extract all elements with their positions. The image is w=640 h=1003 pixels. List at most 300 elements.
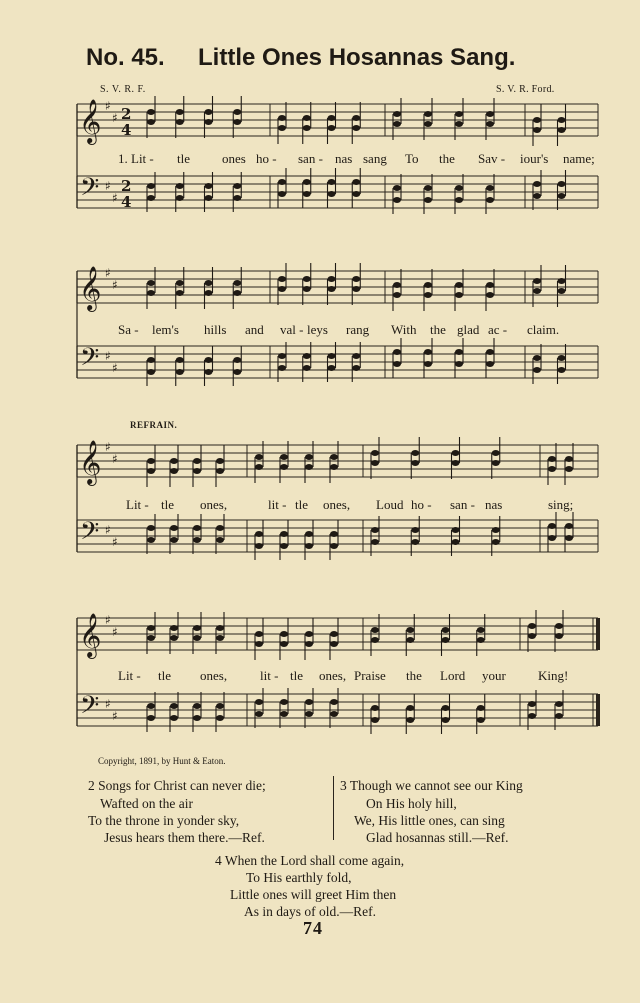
lyric-syllable: ones, bbox=[319, 668, 347, 683]
note-head bbox=[205, 119, 213, 125]
note-head bbox=[548, 535, 556, 541]
verse-2-line: Jesus hears them there.—Ref. bbox=[104, 830, 265, 845]
sharp-icon: ♯ bbox=[112, 278, 118, 292]
sharp-icon: ♯ bbox=[112, 452, 118, 466]
verse-4-line: Little ones will greet Him then bbox=[230, 887, 397, 902]
lyric-syllable: sang bbox=[363, 151, 387, 166]
lyric-syllable: tle bbox=[295, 497, 308, 512]
note-head bbox=[393, 185, 401, 191]
hymn-number: No. 45. bbox=[86, 44, 165, 71]
note-head bbox=[548, 523, 556, 529]
note-head bbox=[477, 637, 485, 643]
note-head bbox=[303, 191, 311, 197]
note-head bbox=[455, 185, 463, 191]
note-head bbox=[193, 468, 201, 474]
note-head bbox=[147, 525, 155, 531]
music-credit: S. V. R. Ford. bbox=[496, 84, 555, 95]
note-head bbox=[193, 625, 201, 631]
note-head bbox=[555, 623, 563, 629]
note-head bbox=[205, 183, 213, 189]
note-head bbox=[565, 466, 573, 472]
note-head bbox=[280, 641, 288, 647]
note-head bbox=[147, 195, 155, 201]
note-head bbox=[216, 715, 224, 721]
note-head bbox=[411, 539, 419, 545]
note-head bbox=[147, 537, 155, 543]
note-head bbox=[193, 537, 201, 543]
note-head bbox=[533, 355, 541, 361]
note-head bbox=[170, 715, 178, 721]
note-head bbox=[328, 276, 336, 282]
note-head bbox=[216, 458, 224, 464]
note-head bbox=[216, 635, 224, 641]
note-head bbox=[147, 183, 155, 189]
note-head bbox=[303, 276, 311, 282]
note-head bbox=[330, 641, 338, 647]
lyric-syllable: iour's bbox=[520, 151, 549, 166]
verse-3-line: On His holy hill, bbox=[366, 796, 457, 811]
lyric-syllable: lit - bbox=[268, 497, 287, 512]
note-head bbox=[305, 464, 313, 470]
note-head bbox=[371, 450, 379, 456]
note-head bbox=[176, 195, 184, 201]
lyric-syllable: 1. Lit - bbox=[118, 151, 154, 166]
verse-divider bbox=[333, 776, 334, 840]
note-head bbox=[455, 282, 463, 288]
sharp-icon: ♯ bbox=[112, 361, 118, 375]
note-head bbox=[278, 179, 286, 185]
lyric-syllable: ac - bbox=[488, 322, 508, 337]
note-head bbox=[424, 349, 432, 355]
verse-3-line: Glad hosannas still.—Ref. bbox=[366, 830, 509, 845]
note-head bbox=[528, 633, 536, 639]
note-head bbox=[371, 539, 379, 545]
lyric-syllable: tle bbox=[290, 668, 303, 683]
lyric-syllable: ho - bbox=[411, 497, 432, 512]
note-head bbox=[255, 454, 263, 460]
note-head bbox=[147, 703, 155, 709]
lyric-syllable: With bbox=[391, 322, 417, 337]
note-head bbox=[147, 635, 155, 641]
note-head bbox=[328, 365, 336, 371]
lyric-syllable: ones, bbox=[200, 668, 228, 683]
note-head bbox=[352, 125, 360, 131]
note-head bbox=[193, 458, 201, 464]
note-head bbox=[170, 458, 178, 464]
note-head bbox=[455, 292, 463, 298]
note-head bbox=[193, 635, 201, 641]
lyric-syllable: val - bbox=[280, 322, 304, 337]
note-head bbox=[558, 181, 566, 187]
note-head bbox=[533, 181, 541, 187]
note-head bbox=[371, 460, 379, 466]
note-head bbox=[303, 179, 311, 185]
lyric-syllable: leys bbox=[307, 322, 328, 337]
note-head bbox=[255, 699, 263, 705]
lyric-syllable: san - bbox=[298, 151, 323, 166]
lyric-syllable: san - bbox=[450, 497, 475, 512]
lyric-syllable: the bbox=[439, 151, 455, 166]
note-head bbox=[233, 280, 241, 286]
note-head bbox=[528, 713, 536, 719]
note-head bbox=[176, 280, 184, 286]
note-head bbox=[305, 543, 313, 549]
sharp-icon: ♯ bbox=[105, 266, 111, 280]
lyric-syllable: Lit - bbox=[126, 497, 149, 512]
note-head bbox=[393, 361, 401, 367]
note-head bbox=[176, 183, 184, 189]
lyric-syllable: lem's bbox=[152, 322, 179, 337]
note-head bbox=[424, 282, 432, 288]
note-head bbox=[533, 367, 541, 373]
note-head bbox=[147, 625, 155, 631]
note-head bbox=[411, 527, 419, 533]
note-head bbox=[330, 631, 338, 637]
note-head bbox=[278, 276, 286, 282]
note-head bbox=[147, 119, 155, 125]
note-head bbox=[233, 369, 241, 375]
note-head bbox=[216, 468, 224, 474]
bass-clef-icon: 𝄢 bbox=[80, 343, 100, 378]
note-head bbox=[371, 637, 379, 643]
note-head bbox=[216, 625, 224, 631]
note-head bbox=[330, 711, 338, 717]
note-head bbox=[278, 191, 286, 197]
note-head bbox=[352, 286, 360, 292]
lyric-syllable: sing; bbox=[548, 497, 574, 512]
note-head bbox=[393, 292, 401, 298]
note-head bbox=[233, 109, 241, 115]
lyric-syllable: Sav - bbox=[478, 151, 506, 166]
note-head bbox=[486, 349, 494, 355]
lyric-syllable: the bbox=[406, 668, 422, 683]
note-head bbox=[565, 523, 573, 529]
sharp-icon: ♯ bbox=[105, 349, 111, 363]
note-head bbox=[147, 715, 155, 721]
note-head bbox=[406, 637, 414, 643]
lyric-syllable: ones, bbox=[200, 497, 228, 512]
note-head bbox=[280, 699, 288, 705]
lyric-syllable: Loud bbox=[376, 497, 404, 512]
note-head bbox=[233, 183, 241, 189]
note-head bbox=[371, 627, 379, 633]
lyric-syllable: ones bbox=[222, 151, 246, 166]
note-head bbox=[305, 699, 313, 705]
note-head bbox=[303, 125, 311, 131]
note-head bbox=[477, 717, 485, 723]
sharp-icon: ♯ bbox=[112, 191, 118, 205]
note-head bbox=[555, 701, 563, 707]
note-head bbox=[492, 460, 500, 466]
note-head bbox=[280, 631, 288, 637]
note-head bbox=[170, 525, 178, 531]
note-head bbox=[406, 627, 414, 633]
note-head bbox=[371, 705, 379, 711]
note-head bbox=[205, 357, 213, 363]
sharp-icon: ♯ bbox=[105, 99, 111, 113]
note-head bbox=[328, 353, 336, 359]
note-head bbox=[406, 705, 414, 711]
note-head bbox=[548, 466, 556, 472]
note-head bbox=[533, 278, 541, 284]
note-head bbox=[233, 195, 241, 201]
note-head bbox=[176, 369, 184, 375]
time-signature-bottom: 4 bbox=[121, 121, 132, 139]
note-head bbox=[455, 111, 463, 117]
note-head bbox=[548, 456, 556, 462]
lyric-syllable: claim. bbox=[527, 322, 560, 337]
sharp-icon: ♯ bbox=[105, 440, 111, 454]
note-head bbox=[330, 454, 338, 460]
verse-4-line: 4 When the Lord shall come again, bbox=[215, 853, 405, 868]
lyric-syllable: your bbox=[482, 668, 506, 683]
note-head bbox=[280, 464, 288, 470]
note-head bbox=[492, 527, 500, 533]
time-signature-top: 2 bbox=[121, 177, 132, 195]
note-head bbox=[442, 627, 450, 633]
page-number: 74 bbox=[303, 918, 323, 938]
lyric-syllable: nas bbox=[485, 497, 503, 512]
note-head bbox=[558, 355, 566, 361]
bass-clef-icon: 𝄢 bbox=[80, 691, 100, 726]
note-head bbox=[533, 193, 541, 199]
sharp-icon: ♯ bbox=[112, 625, 118, 639]
verse-4-line: As in days of old.—Ref. bbox=[244, 904, 376, 919]
sharp-icon: ♯ bbox=[105, 523, 111, 537]
lyric-syllable: Sa - bbox=[118, 322, 139, 337]
note-head bbox=[424, 111, 432, 117]
words-credit: S. V. R. F. bbox=[100, 84, 146, 95]
note-head bbox=[330, 531, 338, 537]
note-head bbox=[558, 117, 566, 123]
note-head bbox=[424, 292, 432, 298]
note-head bbox=[452, 539, 460, 545]
note-head bbox=[486, 282, 494, 288]
note-head bbox=[393, 121, 401, 127]
note-head bbox=[565, 456, 573, 462]
note-head bbox=[455, 361, 463, 367]
note-head bbox=[278, 115, 286, 121]
note-head bbox=[303, 353, 311, 359]
note-head bbox=[305, 531, 313, 537]
treble-clef-icon: 𝄞 bbox=[79, 266, 102, 310]
sharp-icon: ♯ bbox=[105, 179, 111, 193]
note-head bbox=[565, 535, 573, 541]
note-head bbox=[393, 349, 401, 355]
lyric-syllable: rang bbox=[346, 322, 370, 337]
note-head bbox=[393, 282, 401, 288]
note-head bbox=[176, 119, 184, 125]
note-head bbox=[371, 717, 379, 723]
sharp-icon: ♯ bbox=[112, 709, 118, 723]
note-head bbox=[406, 717, 414, 723]
note-head bbox=[170, 625, 178, 631]
note-head bbox=[486, 185, 494, 191]
note-head bbox=[452, 450, 460, 456]
note-head bbox=[233, 357, 241, 363]
note-head bbox=[455, 197, 463, 203]
note-head bbox=[255, 464, 263, 470]
lyric-syllable: the bbox=[430, 322, 446, 337]
note-head bbox=[216, 703, 224, 709]
verse-2-line: 2 Songs for Christ can never die; bbox=[88, 778, 266, 793]
note-head bbox=[328, 286, 336, 292]
note-head bbox=[328, 115, 336, 121]
note-head bbox=[424, 197, 432, 203]
note-head bbox=[558, 288, 566, 294]
note-head bbox=[555, 713, 563, 719]
note-head bbox=[533, 288, 541, 294]
sharp-icon: ♯ bbox=[105, 697, 111, 711]
lyric-syllable: To bbox=[405, 151, 419, 166]
note-head bbox=[352, 365, 360, 371]
note-head bbox=[280, 531, 288, 537]
note-head bbox=[442, 637, 450, 643]
note-head bbox=[216, 525, 224, 531]
lyric-syllable: nas bbox=[335, 151, 353, 166]
note-head bbox=[280, 711, 288, 717]
note-head bbox=[330, 464, 338, 470]
note-head bbox=[558, 127, 566, 133]
note-head bbox=[477, 705, 485, 711]
verse-3-line: We, His little ones, can sing bbox=[354, 813, 505, 828]
verse-2-line: To the throne in yonder sky, bbox=[88, 813, 240, 828]
treble-clef-icon: 𝄞 bbox=[79, 99, 102, 143]
lyric-syllable: ho - bbox=[256, 151, 277, 166]
note-head bbox=[452, 460, 460, 466]
note-head bbox=[278, 125, 286, 131]
note-head bbox=[303, 115, 311, 121]
lyric-syllable: tle bbox=[161, 497, 174, 512]
lyric-syllable: ones, bbox=[323, 497, 351, 512]
note-head bbox=[486, 197, 494, 203]
note-head bbox=[205, 109, 213, 115]
note-head bbox=[533, 127, 541, 133]
note-head bbox=[452, 527, 460, 533]
note-head bbox=[424, 121, 432, 127]
note-head bbox=[328, 125, 336, 131]
note-head bbox=[205, 195, 213, 201]
lyric-syllable: Praise bbox=[354, 668, 386, 683]
lyric-syllable: glad bbox=[457, 322, 480, 337]
note-head bbox=[486, 121, 494, 127]
note-head bbox=[424, 361, 432, 367]
note-head bbox=[176, 290, 184, 296]
note-head bbox=[255, 531, 263, 537]
note-head bbox=[455, 349, 463, 355]
note-head bbox=[305, 454, 313, 460]
note-head bbox=[170, 703, 178, 709]
note-head bbox=[393, 111, 401, 117]
note-head bbox=[305, 631, 313, 637]
note-head bbox=[305, 711, 313, 717]
note-head bbox=[352, 115, 360, 121]
note-head bbox=[255, 711, 263, 717]
note-head bbox=[555, 633, 563, 639]
note-head bbox=[147, 369, 155, 375]
treble-clef-icon: 𝄞 bbox=[79, 440, 102, 484]
note-head bbox=[303, 365, 311, 371]
note-head bbox=[352, 276, 360, 282]
time-signature-bottom: 4 bbox=[121, 193, 132, 211]
note-head bbox=[193, 525, 201, 531]
note-head bbox=[533, 117, 541, 123]
note-head bbox=[486, 361, 494, 367]
lyric-syllable: lit - bbox=[260, 668, 279, 683]
lyric-syllable: hills bbox=[204, 322, 227, 337]
note-head bbox=[255, 641, 263, 647]
note-head bbox=[442, 717, 450, 723]
note-head bbox=[330, 543, 338, 549]
note-head bbox=[371, 527, 379, 533]
note-head bbox=[330, 699, 338, 705]
note-head bbox=[492, 539, 500, 545]
note-head bbox=[492, 450, 500, 456]
note-head bbox=[486, 111, 494, 117]
lyric-syllable: tle bbox=[158, 668, 171, 683]
lyric-syllable: name; bbox=[563, 151, 595, 166]
note-head bbox=[147, 280, 155, 286]
note-head bbox=[477, 627, 485, 633]
note-head bbox=[147, 458, 155, 464]
note-head bbox=[393, 197, 401, 203]
note-head bbox=[205, 369, 213, 375]
sharp-icon: ♯ bbox=[112, 535, 118, 549]
note-head bbox=[528, 623, 536, 629]
note-head bbox=[558, 367, 566, 373]
note-head bbox=[170, 468, 178, 474]
lyric-syllable: King! bbox=[538, 668, 569, 683]
note-head bbox=[278, 353, 286, 359]
lyric-syllable: Lord bbox=[440, 668, 466, 683]
note-head bbox=[424, 185, 432, 191]
sharp-icon: ♯ bbox=[112, 111, 118, 125]
refrain-label: REFRAIN. bbox=[130, 420, 178, 430]
hymn-title: Little Ones Hosannas Sang. bbox=[198, 44, 516, 71]
note-head bbox=[205, 280, 213, 286]
note-head bbox=[486, 292, 494, 298]
bass-clef-icon: 𝄢 bbox=[80, 517, 100, 552]
note-head bbox=[176, 357, 184, 363]
note-head bbox=[233, 119, 241, 125]
note-head bbox=[193, 703, 201, 709]
note-head bbox=[170, 635, 178, 641]
note-head bbox=[528, 701, 536, 707]
note-head bbox=[176, 109, 184, 115]
note-head bbox=[147, 468, 155, 474]
note-head bbox=[442, 705, 450, 711]
note-head bbox=[205, 290, 213, 296]
lyric-syllable: and bbox=[245, 322, 264, 337]
note-head bbox=[455, 121, 463, 127]
note-head bbox=[278, 365, 286, 371]
treble-clef-icon: 𝄞 bbox=[79, 613, 102, 657]
note-head bbox=[147, 109, 155, 115]
note-head bbox=[147, 290, 155, 296]
note-head bbox=[303, 286, 311, 292]
note-head bbox=[233, 290, 241, 296]
note-head bbox=[147, 357, 155, 363]
verse-3-line: 3 Though we cannot see our King bbox=[340, 778, 523, 793]
note-head bbox=[305, 641, 313, 647]
note-head bbox=[558, 193, 566, 199]
note-head bbox=[411, 450, 419, 456]
note-head bbox=[255, 543, 263, 549]
sharp-icon: ♯ bbox=[105, 613, 111, 627]
note-head bbox=[411, 460, 419, 466]
note-head bbox=[352, 353, 360, 359]
note-head bbox=[216, 537, 224, 543]
